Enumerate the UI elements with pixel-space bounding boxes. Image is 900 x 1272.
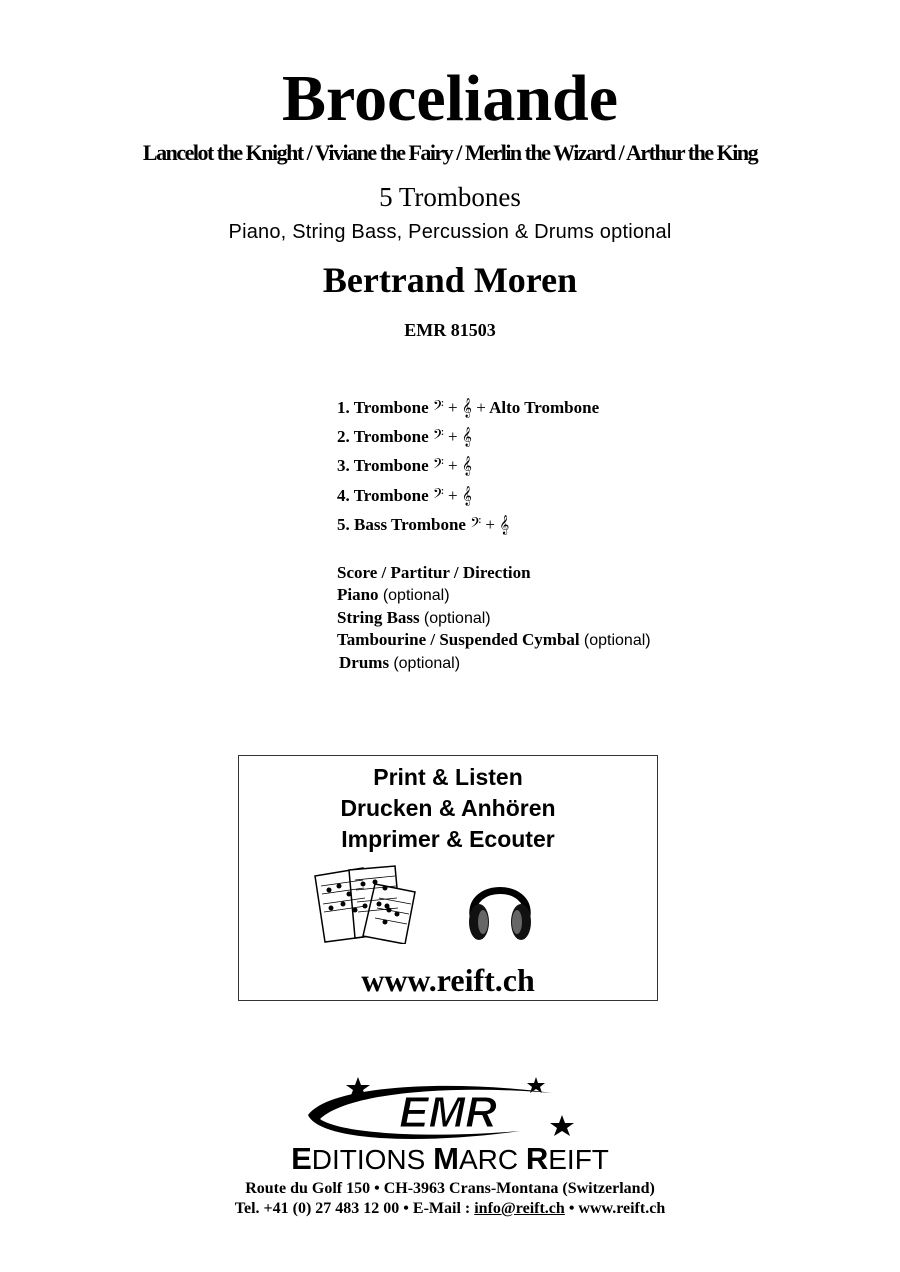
part-2 bbox=[337, 426, 472, 448]
publisher-contact: Tel. +41 (0) 27 483 12 00 • E-Mail : info@reift.ch • www.reift.ch bbox=[234, 1200, 666, 1217]
promo-line-2: Drucken & Anhören bbox=[340, 795, 556, 821]
ensemble: 5 Trombones bbox=[379, 182, 521, 212]
clef-icon: 𝄢 + 𝄞 bbox=[432, 427, 472, 446]
publisher-address: Route du Golf 150 • CH-3963 Crans-Montana (Switzerland) bbox=[245, 1180, 655, 1197]
print-listen-box bbox=[238, 755, 658, 1001]
clef-icon: 𝄢 + 𝄞 bbox=[470, 515, 510, 534]
part-label: 4. Trombone bbox=[337, 486, 429, 505]
additional-part: Drums (optional) bbox=[339, 653, 461, 672]
part-4 bbox=[337, 485, 472, 507]
part-label: 1. Trombone bbox=[337, 398, 429, 417]
composer: Bertrand Moren bbox=[322, 260, 578, 300]
promo-line-3: Imprimer & Ecouter bbox=[341, 826, 555, 852]
email-link[interactable]: info@reift.ch bbox=[474, 1200, 565, 1217]
subtitle: Lancelot the Knight / Viviane the Fairy / Merlin the Wizard / Arthur the King bbox=[142, 140, 758, 165]
clef-icon: 𝄢 + 𝄞 + bbox=[432, 398, 486, 417]
part-5 bbox=[337, 514, 509, 536]
emr-logo bbox=[300, 1075, 590, 1147]
part-label: 3. Trombone bbox=[337, 456, 429, 475]
part-extra: Alto Trombone bbox=[489, 398, 600, 417]
additional-part: Piano (optional) bbox=[337, 585, 450, 604]
title: Broceliande bbox=[281, 62, 619, 135]
sheet-music-icon bbox=[311, 864, 423, 944]
edition-number: EMR 81503 bbox=[404, 320, 496, 340]
publisher-name: EDITIONS MARC REIFT bbox=[291, 1141, 609, 1176]
clef-icon: 𝄢 + 𝄞 bbox=[432, 486, 472, 505]
logo-text: EMR bbox=[399, 1088, 497, 1137]
part-1 bbox=[337, 397, 599, 419]
score-line: Score / Partitur / Direction bbox=[337, 563, 531, 582]
additional-part: String Bass (optional) bbox=[337, 608, 491, 627]
website-link[interactable]: • www.reift.ch bbox=[564, 1200, 666, 1217]
promo-line-1: Print & Listen bbox=[373, 764, 523, 790]
headphones-icon bbox=[465, 864, 535, 944]
part-label: 5. Bass Trombone bbox=[337, 515, 466, 534]
website-url[interactable]: www.reift.ch bbox=[361, 962, 535, 998]
part-label: 2. Trombone bbox=[337, 427, 429, 446]
clef-icon: 𝄢 + 𝄞 bbox=[432, 456, 472, 475]
additional-part: Tambourine / Suspended Cymbal (optional) bbox=[337, 630, 651, 649]
part-3 bbox=[337, 455, 472, 477]
star-icon bbox=[550, 1115, 574, 1136]
ensemble-optional: Piano, String Bass, Percussion & Drums optional bbox=[228, 221, 672, 243]
